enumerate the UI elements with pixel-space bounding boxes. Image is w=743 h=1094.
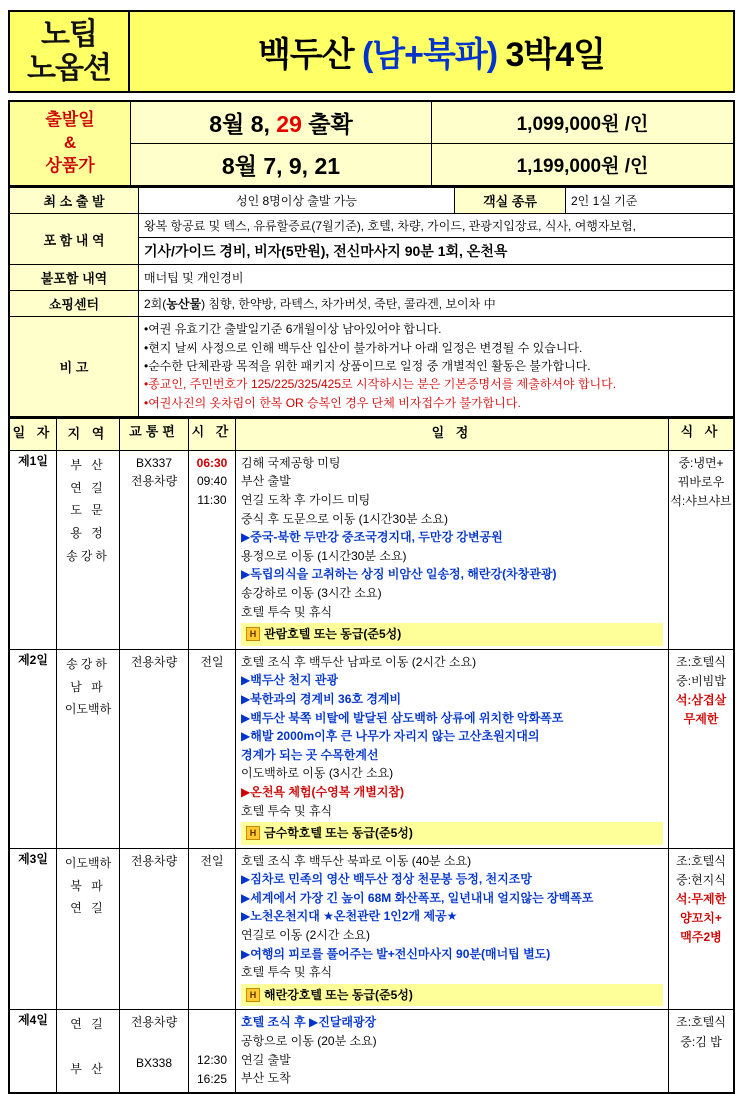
schedule-item: 호텔 조식 후 백두산 북파로 이동 (40분 소요) xyxy=(241,853,472,868)
room-type-label: 객실 종류 xyxy=(455,188,566,214)
min-departure-value: 성인 8명이상 출발 가능 xyxy=(139,188,455,214)
meal-item: 꿔바로우 xyxy=(677,475,725,490)
hotel-name: 관람호텔 또는 동급(준5성) xyxy=(264,627,402,642)
hotel-name: 해란강호텔 또는 동급(준5성) xyxy=(264,987,413,1002)
meal-item: 조:호텔식 xyxy=(676,1015,726,1030)
page-title xyxy=(258,27,605,76)
schedule-item: ▶짐차로 민족의 영산 백두산 정상 천문봉 등정, 천지조망 xyxy=(241,872,532,887)
price-amount-1: 1,099,000원 /인 xyxy=(432,101,735,144)
area-item: 연 길 xyxy=(70,901,106,916)
schedule-item: ▶백두산 북쪽 비탈에 발달된 삼도백하 상류에 위치한 악화폭포 xyxy=(241,710,564,725)
day-label: 제3일 xyxy=(9,848,57,1010)
schedule-item: ▶여행의 피로를 풀어주는 발+전신마사지 90분(매너팁 별도) xyxy=(241,946,551,961)
schedule-item: 호텔 조식 후 ▶진달래광장 xyxy=(241,1015,377,1030)
schedule-cell xyxy=(236,1010,669,1093)
transport-item: BX338 xyxy=(135,1056,173,1071)
shopping-list: ) 침향, 한약방, 라텍스, 차가버섯, 죽탄, 콜라겐, 보이차 中 xyxy=(201,297,496,312)
meal-item: 맥주2병 xyxy=(680,930,722,945)
schedule-item: ▶백두산 천지 관광 xyxy=(241,673,339,688)
hotel-icon: H xyxy=(246,826,260,840)
remark-item: •종교인, 주민번호가 125/225/325/425로 시작하시는 분은 기본증명서를 제출하셔야 합니다. xyxy=(144,377,617,392)
hotel-info xyxy=(241,984,663,1007)
area-cell xyxy=(57,450,120,649)
schedule-cell xyxy=(236,450,669,649)
remarks-label: 비 고 xyxy=(9,317,139,417)
date-highlight-1: 29 xyxy=(276,111,302,138)
col-area: 지 역 xyxy=(57,419,120,451)
itinerary-row-day2 xyxy=(9,649,734,848)
itinerary-row-day1 xyxy=(9,450,734,649)
meal-cell xyxy=(669,1010,735,1093)
area-item: 남 파 xyxy=(70,679,106,694)
area-cell xyxy=(57,1010,120,1093)
schedule-item: 부산 도착 xyxy=(241,1071,291,1086)
area-item: 부 산 xyxy=(70,1062,106,1077)
badge-line-2: 노옵션 xyxy=(27,51,111,85)
schedule-item: ▶북한과의 경계비 36호 경계비 xyxy=(241,691,402,706)
meal-item: 석:삼겹살 xyxy=(675,693,727,708)
meal-item: 무제한 xyxy=(683,712,719,727)
itinerary-table xyxy=(8,418,735,1094)
meal-item: 석:샤브샤브 xyxy=(670,494,732,509)
area-item: 북 파 xyxy=(70,878,106,893)
date-pre-1: 8월 8, xyxy=(209,111,277,138)
remark-item: •여권사진의 옷차림이 한복 OR 승복인 경우 단체 비자접수가 불가합니다. xyxy=(144,395,521,410)
day-label: 제2일 xyxy=(9,649,57,848)
schedule-item: 호텔 투숙 및 휴식 xyxy=(241,803,333,818)
include-line-2: 기사/가이드 경비, 비자(5만원), 전신마사지 90분 1회, 온천욕 xyxy=(139,238,735,265)
price-label-line2: & xyxy=(63,133,77,153)
price-label-line1: 출발일 xyxy=(45,110,95,130)
time-cell xyxy=(189,649,236,848)
schedule-item: ▶중국-북한 두만강 중조국경지대, 두만강 강변공원 xyxy=(241,530,503,545)
col-day: 일 자 xyxy=(9,419,57,451)
header-title-wrap xyxy=(130,12,733,91)
exclude-label: 불포함 내역 xyxy=(9,265,139,291)
title-post: 3박4일 xyxy=(497,36,605,75)
area-cell xyxy=(57,848,120,1010)
itinerary-header-row xyxy=(9,419,734,451)
transport-item: 전용차량 xyxy=(130,474,178,489)
remark-item: •순수한 단체관광 목적을 위한 패키지 상품이므로 일정 중 개별적인 활동은 불가합니다. xyxy=(144,358,591,373)
time-item: 전일 xyxy=(200,853,224,868)
schedule-item: 부산 출발 xyxy=(241,474,291,489)
time-cell xyxy=(189,450,236,649)
schedule-item: 김해 국제공항 미팅 xyxy=(241,455,341,470)
area-item: 부 산 xyxy=(70,457,106,472)
schedule-item: 이도백하로 이동 (3시간 소요) xyxy=(241,766,394,781)
title-pre: 백두산 xyxy=(258,36,362,75)
time-item: 06:30 xyxy=(196,455,228,470)
shopping-label: 쇼핑센터 xyxy=(9,291,139,317)
meal-item: 중:비빔밥 xyxy=(676,673,726,688)
date-post-1: 출확 xyxy=(301,111,353,138)
schedule-cell xyxy=(236,848,669,1010)
col-time: 시 간 xyxy=(189,419,236,451)
transport-item: BX337 xyxy=(135,455,173,470)
area-cell xyxy=(57,649,120,848)
badge-line-1: 노팁 xyxy=(41,18,97,51)
meal-item: 중:김 밥 xyxy=(680,1034,722,1049)
time-item: 09:40 xyxy=(196,474,228,489)
area-item: 송강하 xyxy=(66,549,110,564)
area-item: 용 정 xyxy=(70,526,106,541)
transport-item: 전용차량 xyxy=(130,853,178,868)
hotel-name: 금수학호텔 또는 동급(준5성) xyxy=(264,826,413,841)
transport-cell xyxy=(120,1010,189,1093)
transport-item: 전용차량 xyxy=(130,1015,178,1030)
meal-item: 석:무제한 xyxy=(675,892,727,907)
transport-cell xyxy=(120,649,189,848)
schedule-item: ▶세계에서 가장 긴 높이 68M 화산폭포, 일년내내 얼지않는 장백폭포 xyxy=(241,890,594,905)
area-item: 연 길 xyxy=(70,1017,106,1032)
schedule-item: 용정으로 이동 (1시간30분 소요) xyxy=(241,548,407,563)
meal-cell xyxy=(669,649,735,848)
shopping-category: 농산물 xyxy=(166,297,202,312)
itinerary-row-day3 xyxy=(9,848,734,1010)
area-item: 이도백하 xyxy=(64,855,112,870)
day-label: 제1일 xyxy=(9,450,57,649)
transport-cell xyxy=(120,848,189,1010)
hotel-info xyxy=(241,623,663,646)
hotel-icon: H xyxy=(246,627,260,641)
meal-item: 중:현지식 xyxy=(676,872,726,887)
col-schedule: 일 정 xyxy=(236,419,669,451)
area-item: 도 문 xyxy=(70,503,106,518)
exclude-row xyxy=(9,265,734,291)
shopping-paren: ( xyxy=(162,297,167,312)
transport-item: 전용차량 xyxy=(130,654,178,669)
area-item: 송강하 xyxy=(66,656,110,671)
remarks-list xyxy=(139,317,735,417)
transport-cell xyxy=(120,450,189,649)
time-item: 12:30 xyxy=(196,1053,228,1068)
room-type-value: 2인 1실 기준 xyxy=(566,188,735,214)
schedule-item: 연길 도착 후 가이드 미팅 xyxy=(241,493,371,508)
hotel-icon: H xyxy=(246,988,260,1002)
remark-item: •현지 날씨 사정으로 인해 백두산 입산이 불가하거나 아래 일정은 변경될 수 있습니다. xyxy=(144,340,583,355)
remark-item: •여권 유효기간 출발일기준 6개월이상 남아있어야 합니다. xyxy=(144,322,442,337)
price-table xyxy=(8,100,735,187)
shopping-value xyxy=(139,291,735,317)
shopping-row xyxy=(9,291,734,317)
meal-item: 중:냉면+ xyxy=(678,455,724,470)
remarks-row xyxy=(9,317,734,417)
price-label-line3: 상품가 xyxy=(45,156,95,176)
departure-dates-2 xyxy=(131,144,432,187)
schedule-cell xyxy=(236,649,669,848)
time-item: 11:30 xyxy=(197,493,227,508)
schedule-item: 호텔 투숙 및 휴식 xyxy=(241,965,333,980)
header-banner xyxy=(8,10,735,93)
schedule-item: 호텔 조식 후 백두산 남파로 이동 (2시간 소요) xyxy=(241,654,477,669)
schedule-item: 중식 후 도문으로 이동 (1시간30분 소요) xyxy=(241,511,448,526)
exclude-value: 매너팁 및 개인경비 xyxy=(139,265,735,291)
price-row xyxy=(9,101,734,144)
schedule-item: 송강하로 이동 (3시간 소요) xyxy=(241,585,382,600)
day-label: 제4일 xyxy=(9,1010,57,1093)
include-row xyxy=(9,214,734,238)
schedule-item: ▶온천욕 체험(수영복 개별지참) xyxy=(241,784,404,799)
min-departure-label: 최 소 출 발 xyxy=(9,188,139,214)
title-route: (남+북파) xyxy=(361,36,498,75)
no-tip-no-option-badge xyxy=(10,12,130,91)
meal-item: 조:호텔식 xyxy=(676,654,726,669)
schedule-item: ▶해발 2000m이후 큰 나무가 자리지 않는 고산초원지대의 xyxy=(241,729,540,744)
price-label xyxy=(9,101,131,186)
col-meal: 식 사 xyxy=(669,419,735,451)
min-departure-row xyxy=(9,188,734,214)
schedule-item: ▶독립의식을 고취하는 상징 비암산 일송정, 해란강(차창관광) xyxy=(241,567,557,582)
schedule-item: 경계가 되는 곳 수목한계선 xyxy=(241,747,379,762)
info-table xyxy=(8,187,735,418)
meal-cell xyxy=(669,848,735,1010)
area-item: 이도백하 xyxy=(64,702,112,717)
time-item: 전일 xyxy=(200,654,224,669)
schedule-item: ▶노천온천지대 ★온천관란 1인2개 제공★ xyxy=(241,909,458,924)
meal-item: 조:호텔식 xyxy=(676,853,726,868)
departure-dates-1 xyxy=(131,101,432,144)
time-cell xyxy=(189,848,236,1010)
meal-cell xyxy=(669,450,735,649)
schedule-item: 호텔 투숙 및 휴식 xyxy=(241,604,333,619)
area-item: 연 길 xyxy=(70,480,106,495)
time-item: 16:25 xyxy=(196,1072,228,1087)
col-transport: 교통편 xyxy=(120,419,189,451)
price-amount-2: 1,199,000원 /인 xyxy=(432,144,735,187)
include-label: 포 함 내 역 xyxy=(9,214,139,265)
shopping-count: 2회 xyxy=(144,297,163,312)
time-cell xyxy=(189,1010,236,1093)
hotel-info xyxy=(241,822,663,845)
schedule-item: 공항으로 이동 (20분 소요) xyxy=(241,1034,377,1049)
itinerary-row-day4 xyxy=(9,1010,734,1093)
meal-item: 양꼬치+ xyxy=(680,911,722,926)
schedule-item: 연길 출발 xyxy=(241,1052,291,1067)
date-pre-2: 8월 7, 9, 21 xyxy=(221,153,341,180)
schedule-item: 연길로 이동 (2시간 소요) xyxy=(241,928,370,943)
include-line-1: 왕복 항공료 및 텍스, 유류할증료(7월기준), 호텔, 차량, 가이드, 관광지입장료, 식사, 여행자보험, xyxy=(139,214,735,238)
